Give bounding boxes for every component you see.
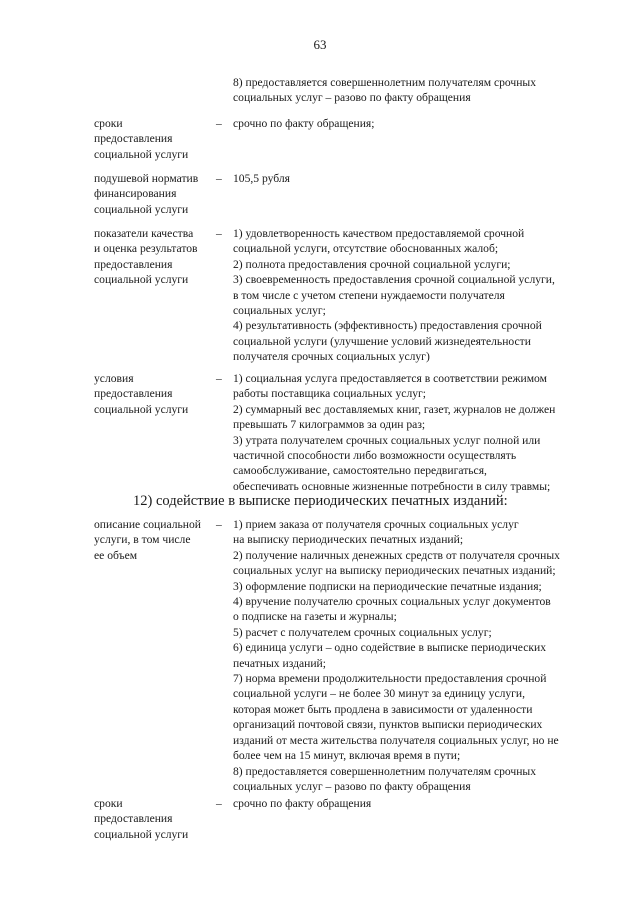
label-line: подушевой норматив xyxy=(94,172,199,185)
value-line: 105,5 рубля xyxy=(233,172,291,185)
value-line: 2) получение наличных денежных средств от получателя срочных xyxy=(233,548,560,562)
value-line: в том числе с учетом степени нуждаемости получателя xyxy=(233,288,505,302)
text-line: 8) предоставляется совершеннолетним получателям срочных xyxy=(233,76,536,89)
row-dash: – xyxy=(216,227,222,240)
label-line: предоставления xyxy=(94,257,173,271)
value-line: на выписку периодических печатных изданий; xyxy=(233,533,464,547)
label-line: ее объем xyxy=(94,548,138,562)
value-line: 5) расчет с получателем срочных социальных услуг; xyxy=(233,625,492,639)
value-line: социальных услуг – разово по факту обращения xyxy=(233,779,471,793)
label-line: предоставления xyxy=(94,812,173,826)
row-label xyxy=(94,517,214,563)
value-line: 4) результативность (эффективность) предоставления срочной xyxy=(233,319,542,333)
value-line: 1) прием заказа от получателя срочных социальных услуг xyxy=(233,518,519,531)
label-line: и оценка результатов xyxy=(94,242,198,256)
label-line: предоставления xyxy=(94,132,173,146)
label-line: сроки xyxy=(94,117,123,130)
label-line: социальной услуги xyxy=(94,147,189,161)
value-line: 6) единица услуги – одно содействие в выписке периодических xyxy=(233,641,546,655)
value-line: 4) вручение получателю срочных социальных услуг документов xyxy=(233,595,551,609)
value-line: социальной услуги, отсутствие обоснованных жалоб; xyxy=(233,242,499,256)
row-dash: – xyxy=(216,518,222,531)
value-line: 2) полнота предоставления срочной социальной услуги; xyxy=(233,257,511,271)
row-label xyxy=(94,116,214,162)
value-line: 1) социальная услуга предоставляется в соответствии режимом xyxy=(233,372,547,385)
value-line: 2) суммарный вес доставляемых книг, газет, журналов не должен xyxy=(233,402,556,416)
value-line: превышать 7 килограммов за один раз; xyxy=(233,418,426,432)
row-value xyxy=(233,116,598,131)
row-value xyxy=(233,796,598,811)
value-line: социальной услуги – не более 30 минут за единицу услуги, xyxy=(233,687,526,701)
row-dash: – xyxy=(216,172,222,185)
value-line: изданий от места жительства получателя социальных услуг, но не xyxy=(233,733,559,747)
value-line: срочно по факту обращения; xyxy=(233,117,375,130)
value-line: печатных изданий; xyxy=(233,656,326,670)
label-line: социальной услуги xyxy=(94,402,189,416)
row-dash: – xyxy=(216,117,222,130)
value-line: социальных услуг; xyxy=(233,304,326,318)
value-line: частичной способности либо возможности осуществлять xyxy=(233,449,517,463)
section-heading: 12) содействие в выписке периодических печатных изданий: xyxy=(133,493,508,509)
label-line: сроки xyxy=(94,797,123,810)
label-line: показатели качества xyxy=(94,227,194,240)
label-line: условия xyxy=(94,372,134,385)
value-line: 3) своевременность предоставления срочной социальной услуги, xyxy=(233,273,555,287)
row-value xyxy=(233,517,598,794)
value-line: социальной услуги (улучшение условий жизнедеятельности xyxy=(233,334,531,348)
value-line: 3) утрата получателем срочных социальных услуг полной или xyxy=(233,433,541,447)
label-line: финансирования xyxy=(94,187,177,201)
row-label xyxy=(94,171,214,217)
value-line: социальных услуг на выписку периодических печатных изданий; xyxy=(233,564,556,578)
value-line: о подписке на газеты и журналы; xyxy=(233,610,397,624)
page-number: 63 xyxy=(313,37,327,52)
label-line: социальной услуги xyxy=(94,202,189,216)
label-line: услуги, в том числе xyxy=(94,533,191,547)
text-line: социальных услуг – разово по факту обращения xyxy=(233,91,471,105)
value-line: 1) удовлетворенность качеством предоставляемой срочной xyxy=(233,227,525,240)
value-line: 8) предоставляется совершеннолетним получателям срочных xyxy=(233,764,536,778)
row-value xyxy=(233,171,598,186)
value-line: более чем на 15 минут, включая время в пути; xyxy=(233,749,461,763)
value-line: которая может быть продлена в зависимости от удаленности xyxy=(233,702,533,716)
label-line: социальной услуги xyxy=(94,827,189,841)
value-line: срочно по факту обращения xyxy=(233,797,372,810)
value-line: 7) норма времени продолжительности предоставления срочной xyxy=(233,672,547,686)
top-continuation-text xyxy=(233,75,598,106)
label-line: предоставления xyxy=(94,387,173,401)
row-value xyxy=(233,226,598,365)
value-line: работы поставщика социальных услуг; xyxy=(233,387,427,401)
value-line: получателя срочных социальных услуг) xyxy=(233,350,430,364)
row-dash: – xyxy=(216,797,222,810)
value-line: организаций почтовой связи, пунктов выписки периодических xyxy=(233,718,543,732)
label-line: описание социальной xyxy=(94,518,201,531)
value-line: 3) оформление подписки на периодические печатные издания; xyxy=(233,579,542,593)
value-line: обеспечивать основные жизненные потребности в силу травмы; xyxy=(233,479,551,493)
row-label xyxy=(94,226,214,288)
label-line: социальной услуги xyxy=(94,273,189,287)
value-line: самообслуживание, самостоятельно передвигаться, xyxy=(233,464,487,478)
row-value xyxy=(233,371,598,494)
row-label xyxy=(94,796,214,842)
row-label xyxy=(94,371,214,417)
row-dash: – xyxy=(216,372,222,385)
